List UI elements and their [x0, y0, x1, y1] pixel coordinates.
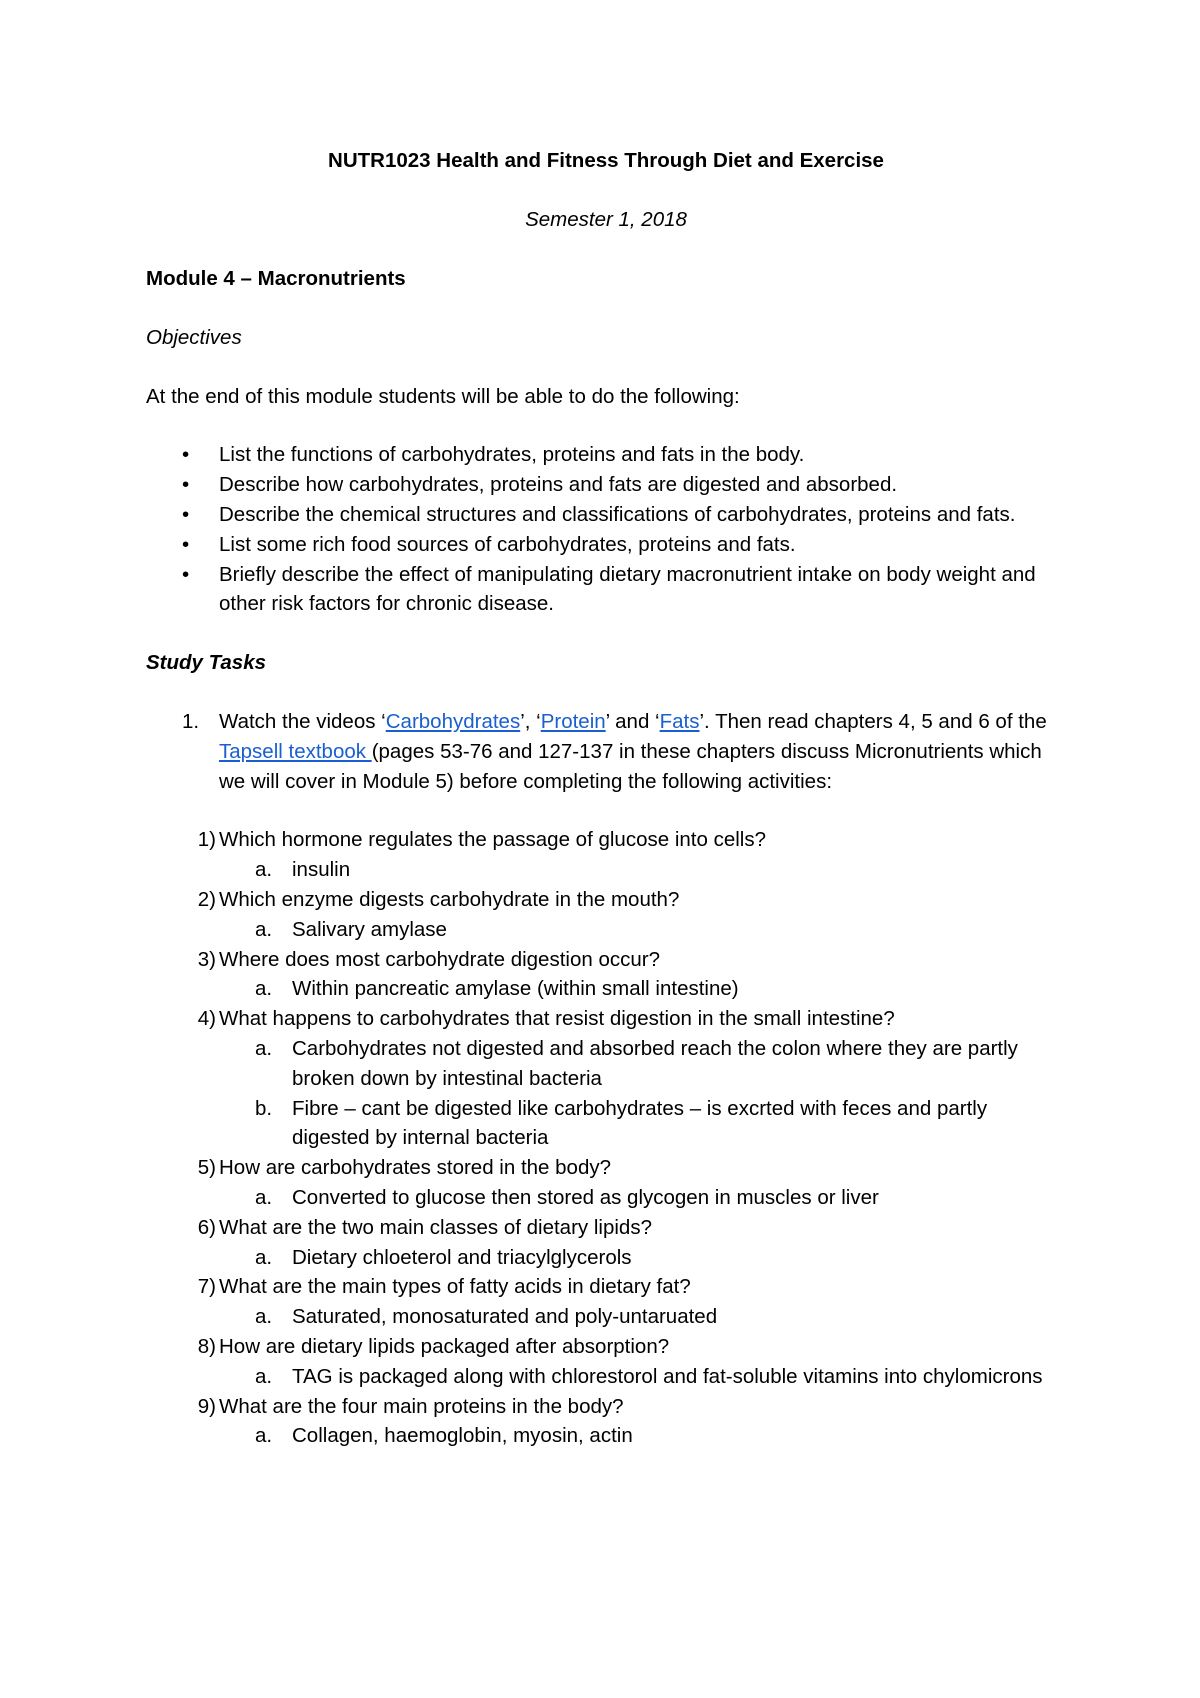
question-text: How are carbohydrates stored in the body? — [219, 1156, 612, 1180]
answers-list — [219, 1183, 1066, 1213]
answer-item — [219, 1302, 1066, 1332]
answers-list — [219, 1243, 1066, 1273]
objective-item — [146, 500, 1066, 530]
intro-text: At the end of this module students will be able to do the following: — [146, 384, 740, 408]
study-tasks-heading: Study Tasks — [146, 651, 267, 675]
answer-label: a. — [255, 1036, 273, 1060]
answer-text: Saturated, monosaturated and poly-untaruated — [292, 1305, 718, 1329]
question-text: Where does most carbohydrate digestion occur? — [219, 947, 660, 971]
question-number: 8) — [197, 1334, 216, 1358]
question-item — [146, 825, 1066, 885]
bullet-icon: • — [182, 443, 190, 467]
objectives-heading: Objectives — [146, 325, 242, 349]
task-text: ’, ‘ — [520, 709, 541, 733]
answer-item — [219, 1421, 1066, 1451]
answer-label: a. — [255, 1245, 273, 1269]
question-text: What are the four main proteins in the body? — [219, 1394, 624, 1418]
answer-text: TAG is packaged along with chlorestorol and fat-soluble vitamins into chylomicrons — [292, 1364, 1043, 1388]
question-text: Which hormone regulates the passage of glucose into cells? — [219, 828, 766, 852]
answer-text: insulin — [292, 858, 351, 882]
answer-text: Dietary chloeterol and triacylglycerols — [292, 1245, 632, 1269]
answer-item — [219, 1362, 1066, 1392]
document-page — [146, 146, 1066, 1451]
question-text: What are the main types of fatty acids in dietary fat? — [219, 1275, 691, 1299]
answer-text: Collagen, haemoglobin, myosin, actin — [292, 1424, 633, 1448]
answer-item — [219, 1034, 1066, 1094]
answers-list — [219, 915, 1066, 945]
bullet-icon: • — [182, 473, 190, 497]
task-number: 1. — [182, 709, 200, 733]
answer-text: Converted to glucose then stored as glycogen in muscles or liver — [292, 1185, 879, 1209]
questions-list — [146, 825, 1066, 1451]
question-item — [146, 1153, 1066, 1213]
question-text: How are dietary lipids packaged after absorption? — [219, 1334, 670, 1358]
answer-label: b. — [255, 1096, 273, 1120]
answer-label: a. — [255, 1424, 273, 1448]
answer-text: Salivary amylase — [292, 917, 447, 941]
bullet-icon: • — [182, 562, 190, 586]
question-number: 5) — [197, 1156, 216, 1180]
answers-list — [219, 1362, 1066, 1392]
objectives-list — [146, 440, 1066, 619]
objective-text: Describe the chemical structures and classifications of carbohydrates, proteins and fats. — [219, 502, 1016, 526]
question-text: What are the two main classes of dietary lipids? — [219, 1215, 652, 1239]
answer-text: Fibre – cant be digested like carbohydrates – is excrted with feces and partly digested by internal bacteria — [292, 1096, 988, 1150]
question-item — [146, 1004, 1066, 1153]
answer-item — [219, 1183, 1066, 1213]
document-title: NUTR1023 Health and Fitness Through Diet and Exercise — [328, 149, 884, 172]
question-text: Which enzyme digests carbohydrate in the mouth? — [219, 887, 680, 911]
answer-item — [219, 855, 1066, 885]
answer-text: Within pancreatic amylase (within small intestine) — [292, 977, 739, 1001]
answer-label: a. — [255, 1305, 273, 1329]
objective-text: Describe how carbohydrates, proteins and fats are digested and absorbed. — [219, 473, 898, 497]
answers-list — [219, 855, 1066, 885]
question-number: 7) — [197, 1275, 216, 1299]
question-number: 6) — [197, 1215, 216, 1239]
answer-label: a. — [255, 858, 273, 882]
answer-text: Carbohydrates not digested and absorbed reach the colon where they are partly broken down by intestinal bacteria — [292, 1036, 1018, 1090]
objective-item — [146, 560, 1066, 620]
answer-item — [219, 1094, 1066, 1154]
bullet-icon: • — [182, 532, 190, 556]
objective-text: Briefly describe the effect of manipulating dietary macronutrient intake on body weight and other risk factors for chronic disease. — [219, 562, 1036, 616]
fats-video-link[interactable]: Fats — [659, 709, 700, 733]
objective-item — [146, 530, 1066, 560]
question-number: 3) — [197, 947, 216, 971]
question-text: What happens to carbohydrates that resist digestion in the small intestine? — [219, 1007, 895, 1031]
objective-text: List some rich food sources of carbohydrates, proteins and fats. — [219, 532, 796, 556]
answer-item — [219, 915, 1066, 945]
answer-label: a. — [255, 917, 273, 941]
task-text: Watch the videos ‘ — [219, 709, 386, 733]
question-item — [146, 1213, 1066, 1273]
answers-list — [219, 1421, 1066, 1451]
answers-list — [219, 1302, 1066, 1332]
question-item — [146, 1332, 1066, 1392]
question-number: 2) — [197, 887, 216, 911]
question-item — [146, 885, 1066, 945]
document-subtitle: Semester 1, 2018 — [525, 208, 687, 231]
question-number: 1) — [197, 828, 216, 852]
task-text: ’. Then read chapters 4, 5 and 6 of the — [699, 709, 1047, 733]
protein-video-link[interactable]: Protein — [540, 709, 606, 733]
objective-item — [146, 470, 1066, 500]
question-number: 9) — [197, 1394, 216, 1418]
answer-item — [219, 1243, 1066, 1273]
objective-item — [146, 440, 1066, 470]
answers-list — [219, 1034, 1066, 1153]
task-text: (pages 53-76 and 127-137 in these chapters discuss Micronutrients which we will cover in Module 5) before completing the following activities: — [219, 739, 1042, 793]
question-number: 4) — [197, 1007, 216, 1031]
study-task-item — [146, 707, 1066, 796]
question-item — [146, 1272, 1066, 1332]
question-item — [146, 1392, 1066, 1452]
answer-label: a. — [255, 977, 273, 1001]
answers-list — [219, 974, 1066, 1004]
objective-text: List the functions of carbohydrates, proteins and fats in the body. — [219, 443, 805, 467]
answer-item — [219, 974, 1066, 1004]
question-item — [146, 945, 1066, 1005]
answer-label: a. — [255, 1364, 273, 1388]
bullet-icon: • — [182, 502, 190, 526]
carbohydrates-video-link[interactable]: Carbohydrates — [385, 709, 521, 733]
tapsell-textbook-link[interactable]: Tapsell textbook — [219, 739, 372, 763]
module-heading: Module 4 – Macronutrients — [146, 267, 406, 290]
answer-label: a. — [255, 1185, 273, 1209]
task-text: ’ and ‘ — [605, 709, 660, 733]
